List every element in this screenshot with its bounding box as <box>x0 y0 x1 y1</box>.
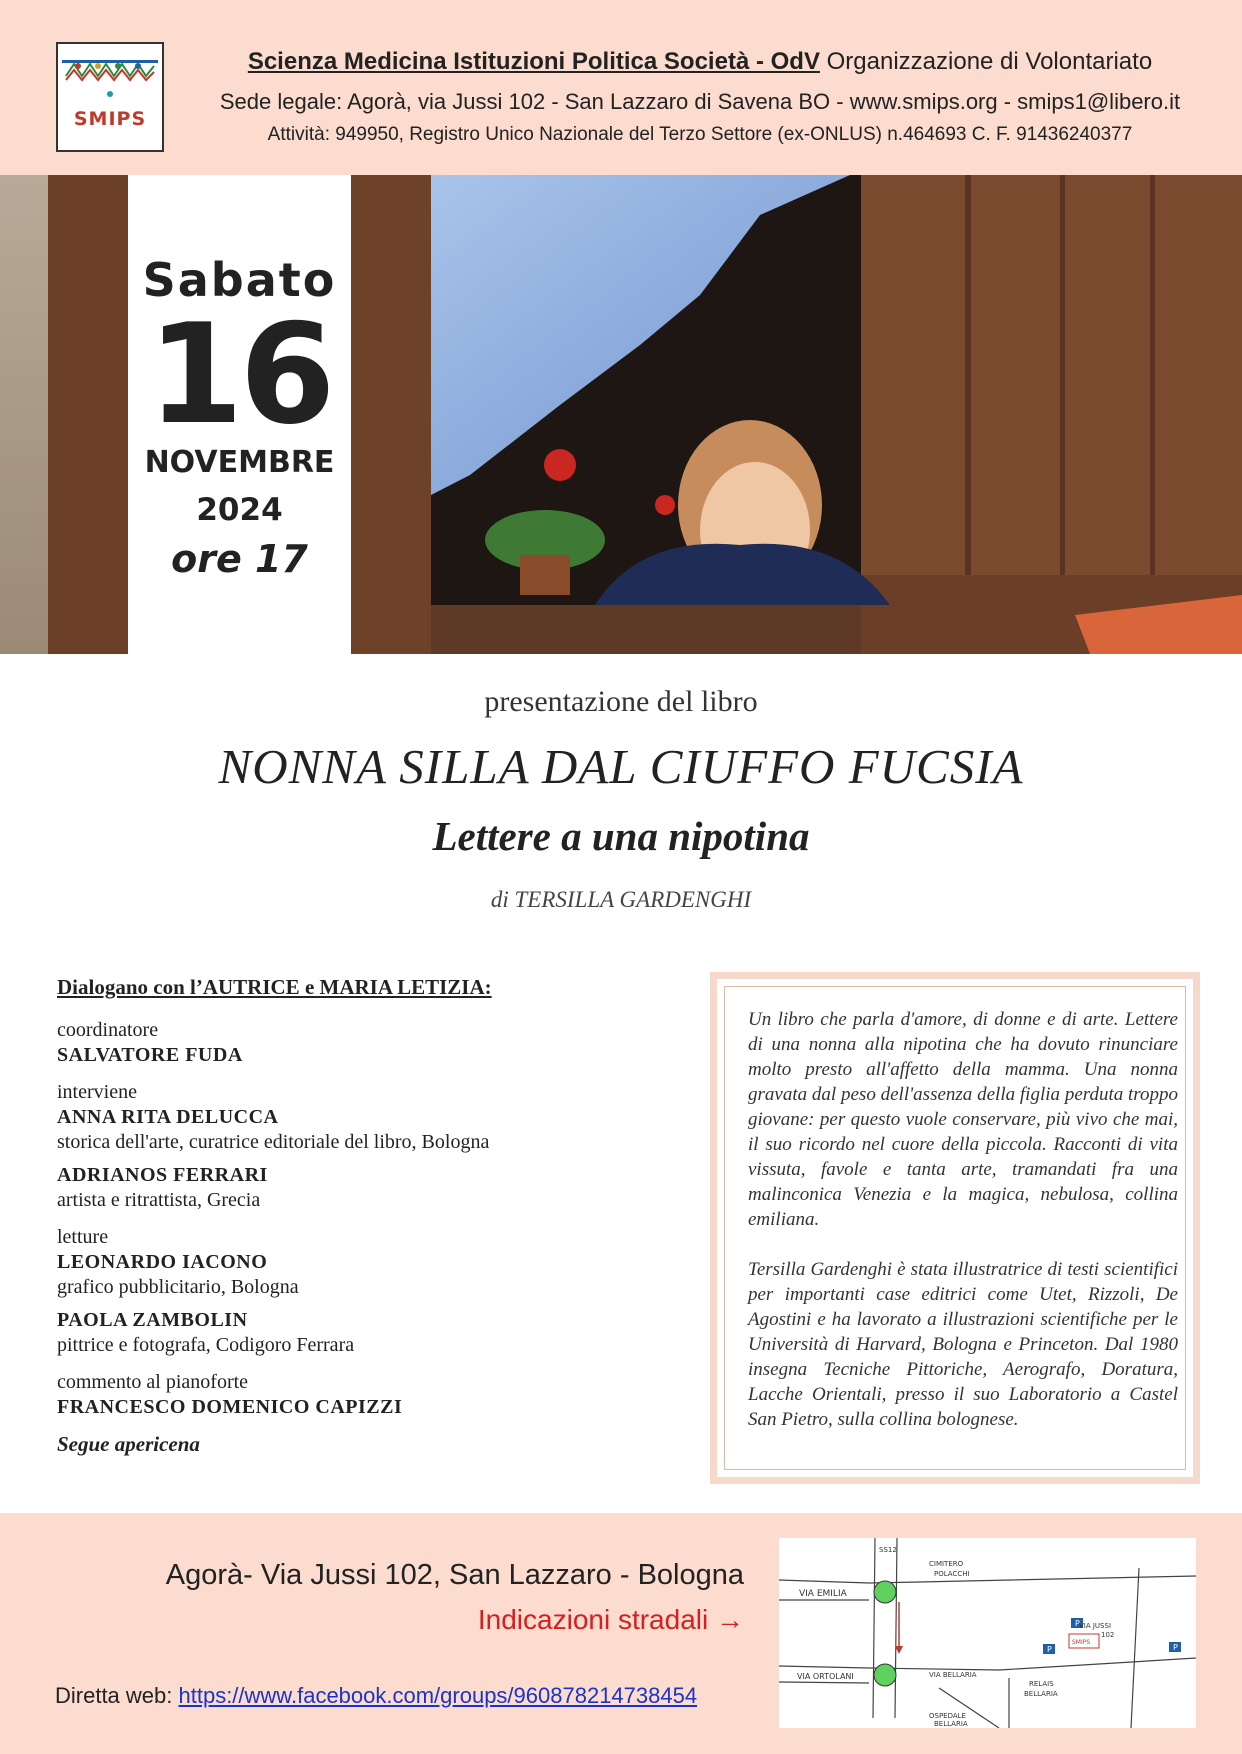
map-label-bellaria: VIA BELLARIA <box>929 1671 977 1679</box>
map-label-ortolani: VIA ORTOLANI <box>797 1672 854 1681</box>
map-label-relais-bellaria: BELLARIA <box>1024 1690 1058 1698</box>
org-address: Sede legale: Agorà, via Jussi 102 - San Lazzaro di Savena BO - www.smips.org - smips1@libero.it <box>219 89 1181 114</box>
map-drawing <box>779 1538 1196 1728</box>
book-subtitle: Lettere a una nipotina <box>432 813 810 859</box>
participants-heading: Dialogano con l’AUTRICE e MARIA LETIZIA: <box>57 975 492 999</box>
live-label: Diretta web: <box>55 1683 179 1708</box>
map-parking-2: P <box>1047 1645 1052 1654</box>
event-day: 16 <box>147 294 332 455</box>
speaker-2-desc: artista e ritrattista, Grecia <box>57 1189 261 1211</box>
logo-graphic <box>58 44 162 150</box>
live-stream-line <box>55 1683 697 1709</box>
map-label-ospedale: OSPEDALE <box>929 1712 966 1720</box>
reader-1-name: LEONARDO IACONO <box>57 1251 268 1273</box>
logo-text: SMIPS <box>73 108 147 130</box>
event-time: ore 17 <box>171 537 308 581</box>
org-title-line <box>190 48 1210 76</box>
book-description-box <box>710 972 1200 1484</box>
map-label-smips: SMIPS <box>1072 1639 1091 1646</box>
speaker-2-name: ADRIANOS FERRARI <box>57 1164 268 1186</box>
reading-role: letture <box>57 1226 109 1248</box>
reader-2-name: PAOLA ZAMBOLIN <box>57 1309 248 1331</box>
org-type: Organizzazione di Volontariato <box>826 48 1153 75</box>
directions-link[interactable]: Indicazioni stradali → <box>477 1604 744 1635</box>
event-month: NOVEMBRE <box>144 445 335 480</box>
description-paragraph-1: Un libro che parla d'amore, di donne e di arte. Lettere di una nonna alla nipotina che ha dovuto rinunciare molto presto all'affetto della mamma. Una nonna gravata dal peso dell'assenza della figlia perduta troppo giovane: per questo vuole conservare, più vivo che mai, il suo ricordo nel cuore della piccola. Racconti di vita vissuta, favole e tanta arte, tramandati fra una malinconica Venezia e la magica, nebulosa, collina emiliana. <box>748 1009 1178 1230</box>
musician-name: FRANCESCO DOMENICO CAPIZZI <box>57 1396 403 1418</box>
org-name: Scienza Medicina Istituzioni Politica Società - OdV <box>247 48 820 75</box>
book-intro: presentazione del libro <box>484 685 758 718</box>
map-label-jussi: VIA JUSSI <box>1079 1622 1112 1630</box>
map-label-polacchi: POLACCHI <box>934 1570 970 1578</box>
live-stream-link[interactable]: https://www.facebook.com/groups/960878214738454 <box>178 1683 698 1708</box>
speaker-1-name: ANNA RITA DELUCCA <box>57 1106 279 1128</box>
speaker-1-desc: storica dell'arte, curatrice editoriale del libro, Bologna <box>57 1131 490 1153</box>
description-paragraph-2: Tersilla Gardenghi è stata illustratrice di testi scientifici per importanti case editrici come Utet, Rizzoli, De Agostini e ha lavorato a illustrazioni scientifiche per le Università di Harvard, Bologna e Princeton. Dal 1980 insegna Tecniche Pittoriche, Aerografo, Doratura, Lacche Orientali, presso il suo Laboratorio a Castel San Pietro, sulla collina bolognese. <box>748 1259 1178 1430</box>
map-parking-3: P <box>1173 1643 1178 1652</box>
location-map[interactable] <box>779 1538 1196 1728</box>
map-label-ss12: SS12 <box>879 1546 897 1554</box>
org-registry: Attività: 949950, Registro Unico Nazionale del Terzo Settore (ex-ONLUS) n.464693 C. F. 91436240377 <box>267 124 1133 145</box>
reader-1-desc: grafico pubblicitario, Bologna <box>57 1276 299 1298</box>
coordinator-role: coordinatore <box>57 1019 159 1041</box>
description-frame <box>724 986 1186 1470</box>
description-text <box>748 1007 1178 1432</box>
map-label-ospedale-bellaria: BELLARIA <box>934 1720 968 1728</box>
map-label-cimitero: CIMITERO <box>929 1560 964 1568</box>
follow-note: Segue apericena <box>57 1432 200 1456</box>
map-label-emilia: VIA EMILIA <box>799 1589 847 1599</box>
header-band <box>0 0 1242 175</box>
map-label-jussi-num: 102 <box>1101 1631 1115 1639</box>
coordinator-name: SALVATORE FUDA <box>57 1044 243 1066</box>
participants-list <box>57 975 677 1457</box>
book-title: NONNA SILLA DAL CIUFFO FUCSIA <box>218 739 1024 794</box>
venue-address: Agorà- Via Jussi 102, San Lazzaro - Bologna <box>165 1559 744 1591</box>
smips-logo <box>56 42 164 152</box>
event-year: 2024 <box>196 492 283 528</box>
map-label-relais: RELAIS <box>1029 1680 1054 1688</box>
event-weekday: Sabato <box>142 253 337 307</box>
music-role: commento al pianoforte <box>57 1371 249 1393</box>
reader-2-desc: pittrice e fotografa, Codigoro Ferrara <box>57 1334 355 1356</box>
map-parking-1: P <box>1075 1619 1080 1628</box>
book-author: di TERSILLA GARDENGHI <box>490 887 752 912</box>
speaker-role: interviene <box>57 1081 137 1103</box>
